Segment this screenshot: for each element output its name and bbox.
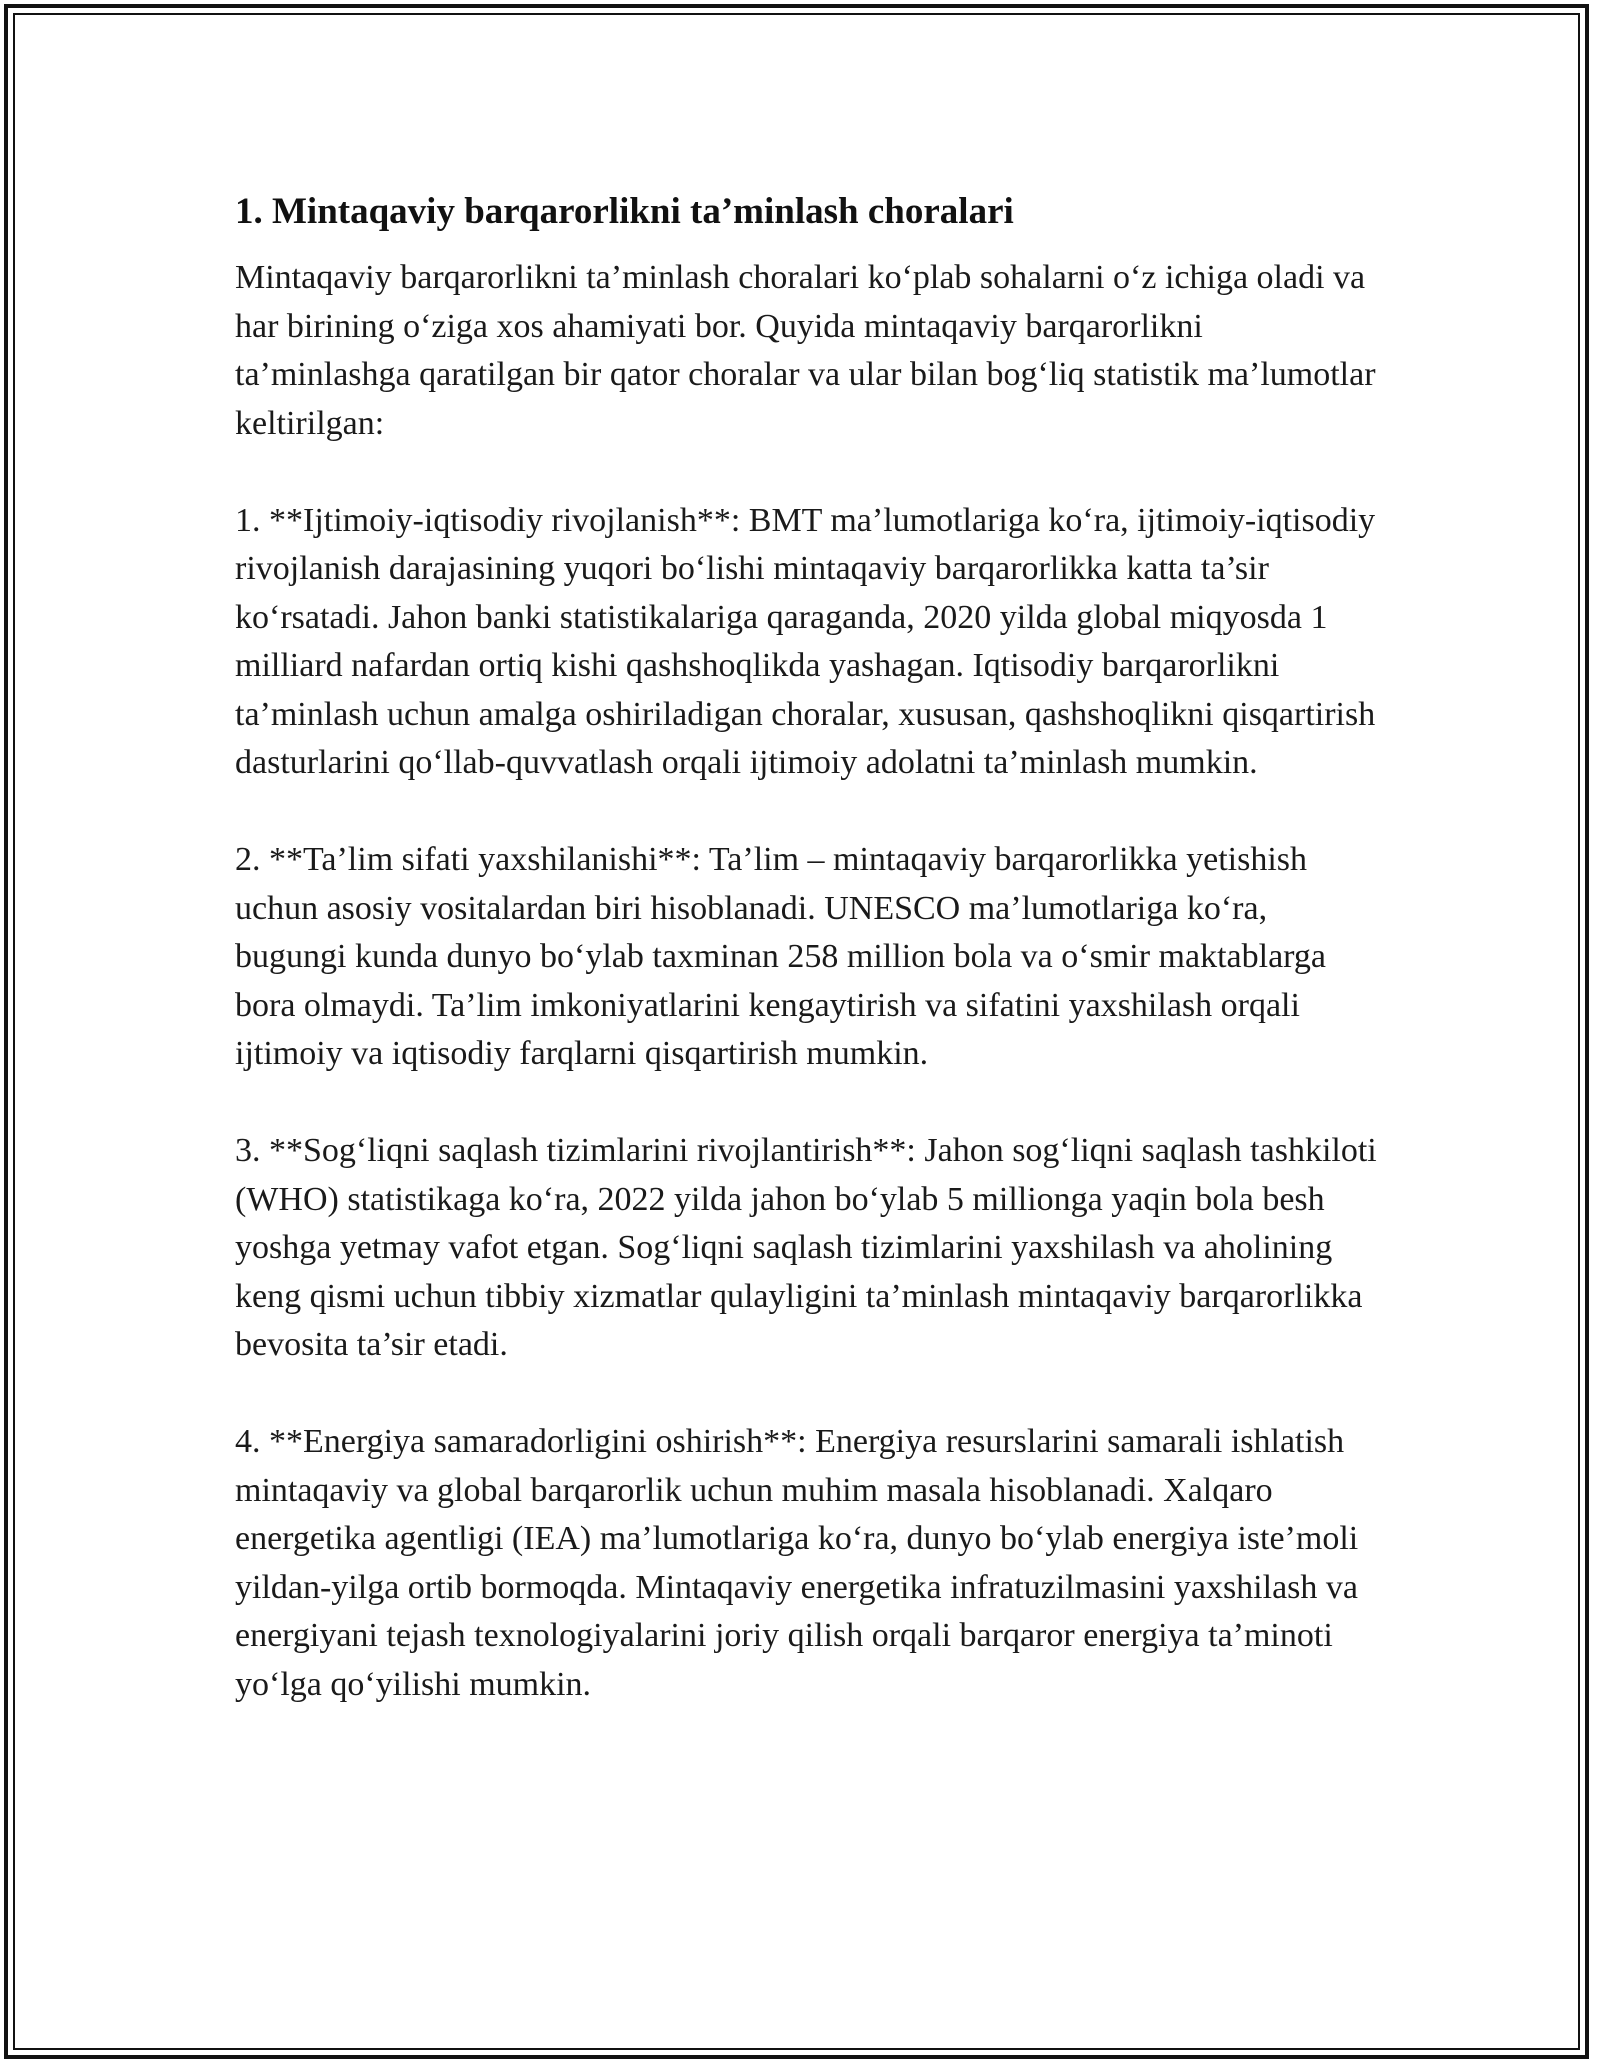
paragraph-energy: 4. **Energiya samaradorligini oshirish**: Energiya resurslarini samarali ishlatish mintaqaviy va global barqarorlik uchun muhim masala hisoblanadi. Xalqaro energetika agentligi (IEA) ma’lumotlariga ko‘ra, dunyo bo‘ylab energiya iste’moli yildan-yilga ortib bormoqda. Mintaqaviy energetika infratuzilmasini yaxshilash va energiyani tejash texnologiyalarini joriy qilish orqali barqaror energiya ta’minoti yo‘lga qo‘yilishi mumkin. bbox=[235, 1423, 1359, 1703]
section-heading: 1. Mintaqaviy barqarorlikni ta’minlash choralari bbox=[235, 191, 1014, 232]
intro-paragraph: Mintaqaviy barqarorlikni ta’minlash choralari ko‘plab sohalarni o‘z ichiga oladi va har birining o‘ziga xos ahamiyati bor. Quyida mintaqaviy barqarorlikni ta’minlashga qaratilgan bir qator choralar va ular bilan bog‘liq statistik ma’lumotlar keltirilgan: bbox=[235, 259, 1376, 442]
paragraph-education: 2. **Ta’lim sifati yaxshilanishi**: Ta’lim – mintaqaviy barqarorlikka yetishish uchun asosiy vositalardan biri hisoblanadi. UNESCO ma’lumotlariga ko‘ra, bugungi kunda dunyo bo‘ylab taxminan 258 million bola va o‘smir maktablarga bora olmaydi. Ta’lim imkoniyatlarini kengaytirish va sifatini yaxshilash orqali ijtimoiy va iqtisodiy farqlarni qisqartirish mumkin. bbox=[235, 841, 1326, 1072]
paragraph-healthcare: 3. **Sog‘liqni saqlash tizimlarini rivojlantirish**: Jahon sog‘liqni saqlash tashkiloti (WHO) statistikaga ko‘ra, 2022 yilda jahon bo‘ylab 5 millionga yaqin bola besh yoshga yetmay vafot etgan. Sog‘liqni saqlash tizimlarini yaxshilash va aholining keng qismi uchun tibbiy xizmatlar qulayligini ta’minlash mintaqaviy barqarorlikka bevosita ta’sir etadi. bbox=[235, 1132, 1377, 1363]
paragraph-socio-economic: 1. **Ijtimoiy-iqtisodiy rivojlanish**: BMT ma’lumotlariga ko‘ra, ijtimoiy-iqtisodiy rivojlanish darajasining yuqori bo‘lishi mintaqaviy barqarorlikka katta ta’sir ko‘rsatadi. Jahon banki statistikalariga qaraganda, 2020 yilda global miqyosda 1 milliard nafardan ortiq kishi qashshoqlikda yashagan. Iqtisodiy barqarorlikni ta’minlash uchun amalga oshiriladigan choralar, xususan, qashshoqlikni qisqartirish dasturlarini qo‘llab-quvvatlash orqali ijtimoiy adolatni ta’minlash mumkin. bbox=[235, 501, 1376, 781]
document-body bbox=[235, 188, 1385, 1758]
